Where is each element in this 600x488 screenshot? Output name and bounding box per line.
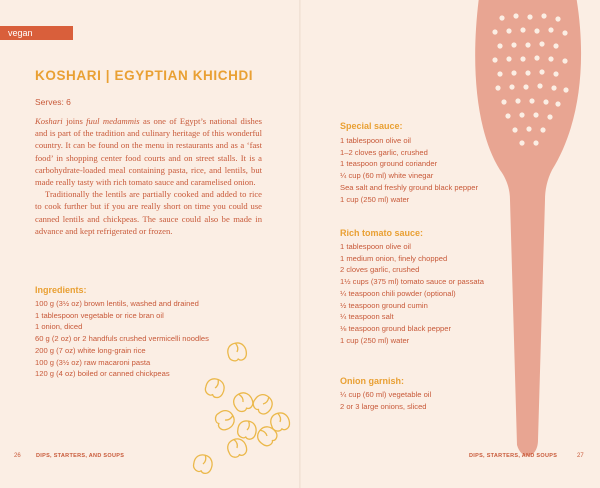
special-sauce-item: 1 cup (250 ml) water xyxy=(340,194,410,204)
tomato-sauce-item: 2 cloves garlic, crushed xyxy=(340,265,420,275)
tomato-sauce-item: ½ teaspoon ground cumin xyxy=(340,300,428,310)
tomato-sauce-item: 1 medium onion, finely chopped xyxy=(340,253,448,263)
onion-garnish-heading: Onion garnish: xyxy=(340,376,404,386)
special-sauce-item: 1 teaspoon ground coriander xyxy=(340,159,438,169)
tomato-sauce-item: 1 cup (250 ml) water xyxy=(340,335,410,345)
right-running-footer: DIPS, STARTERS, AND SOUPS xyxy=(469,453,558,459)
ingredients-list xyxy=(35,298,209,380)
category-tag: vegan xyxy=(0,26,73,40)
page-gutter xyxy=(299,0,301,488)
left-running-footer: DIPS, STARTERS, AND SOUPS xyxy=(36,453,125,459)
onion-garnish-item: ¼ cup (60 ml) vegetable oil xyxy=(340,390,432,399)
onion-garnish-list xyxy=(340,389,431,412)
intro-italic-fuul: fuul medammis xyxy=(86,116,140,126)
tomato-sauce-section xyxy=(340,228,484,346)
ingredient-item: 100 g (3½ oz) brown lentils, washed and drained xyxy=(35,299,199,308)
ingredient-item: 100 g (3½ oz) raw macaroni pasta xyxy=(35,357,151,367)
tomato-sauce-item: ¼ teaspoon salt xyxy=(340,312,394,322)
special-sauce-item: ¼ cup (60 ml) white vinegar xyxy=(340,171,434,181)
special-sauce-item: 1–2 cloves garlic, crushed xyxy=(340,147,428,157)
onion-garnish-item: 2 or 3 large onions, sliced xyxy=(340,401,427,411)
ingredient-item: 60 g (2 oz) or 2 handfuls crushed vermicelli noodles xyxy=(35,334,209,344)
special-sauce-section xyxy=(340,121,478,205)
intro-italic-koshari: Koshari xyxy=(35,116,63,126)
tomato-sauce-item: ⅛ teaspoon ground black pepper xyxy=(340,323,452,333)
special-sauce-list xyxy=(340,135,478,205)
recipe-title: KOSHARI | EGYPTIAN KHICHDI xyxy=(35,68,254,83)
ingredient-item: 200 g (7 oz) white long-grain rice xyxy=(35,345,146,355)
intro-text xyxy=(35,115,262,237)
intro-paragraph-2: Traditionally the lentils are partially cooked and added to rice to cook further but if you are really short on time you could use canned lentils and chickpeas. The sauce could also be made in advance and kept refrigerated or frozen. xyxy=(35,189,262,236)
special-sauce-item: 1 tablespoon olive oil xyxy=(340,136,411,145)
ingredient-item: 1 onion, diced xyxy=(35,322,83,332)
tomato-sauce-heading: Rich tomato sauce: xyxy=(340,228,424,238)
ingredient-item: 1 tablespoon vegetable or rice bran oil xyxy=(35,310,164,320)
ingredients-section xyxy=(35,285,209,380)
intro-text-run: as one of Egypt’s national dishes and is part of the tradition and culinary heritage of this wonderful country. It can be found on the menu in restaurants and as a ‘fast food’ in shopping center food courts and on street stalls. It is a carbohydrate-loaded meal containing pasta, rice, and lentils, but made really tasty with rich tomato sauce and caramelised onion. xyxy=(35,116,263,188)
special-sauce-heading: Special sauce: xyxy=(340,121,403,131)
serves-line: Serves: 6 xyxy=(35,97,71,107)
intro-text-run: joins xyxy=(62,116,87,126)
tomato-sauce-item: 1½ cups (375 ml) tomato sauce or passata xyxy=(340,277,484,287)
ingredients-heading: Ingredients: xyxy=(35,285,87,295)
onion-garnish-section xyxy=(340,376,431,412)
ingredient-item: 120 g (4 oz) boiled or canned chickpeas xyxy=(35,369,170,379)
intro-paragraph-1 xyxy=(35,115,262,188)
left-page-number: 26 xyxy=(14,453,21,459)
tomato-sauce-list xyxy=(340,241,484,346)
right-page-number: 27 xyxy=(577,453,584,459)
tomato-sauce-item: 1 tablespoon olive oil xyxy=(340,242,411,251)
chickpeas-illustration xyxy=(185,340,295,480)
special-sauce-item: Sea salt and freshly ground black pepper xyxy=(340,182,479,192)
tomato-sauce-item: ¼ teaspoon chili powder (optional) xyxy=(340,288,456,298)
